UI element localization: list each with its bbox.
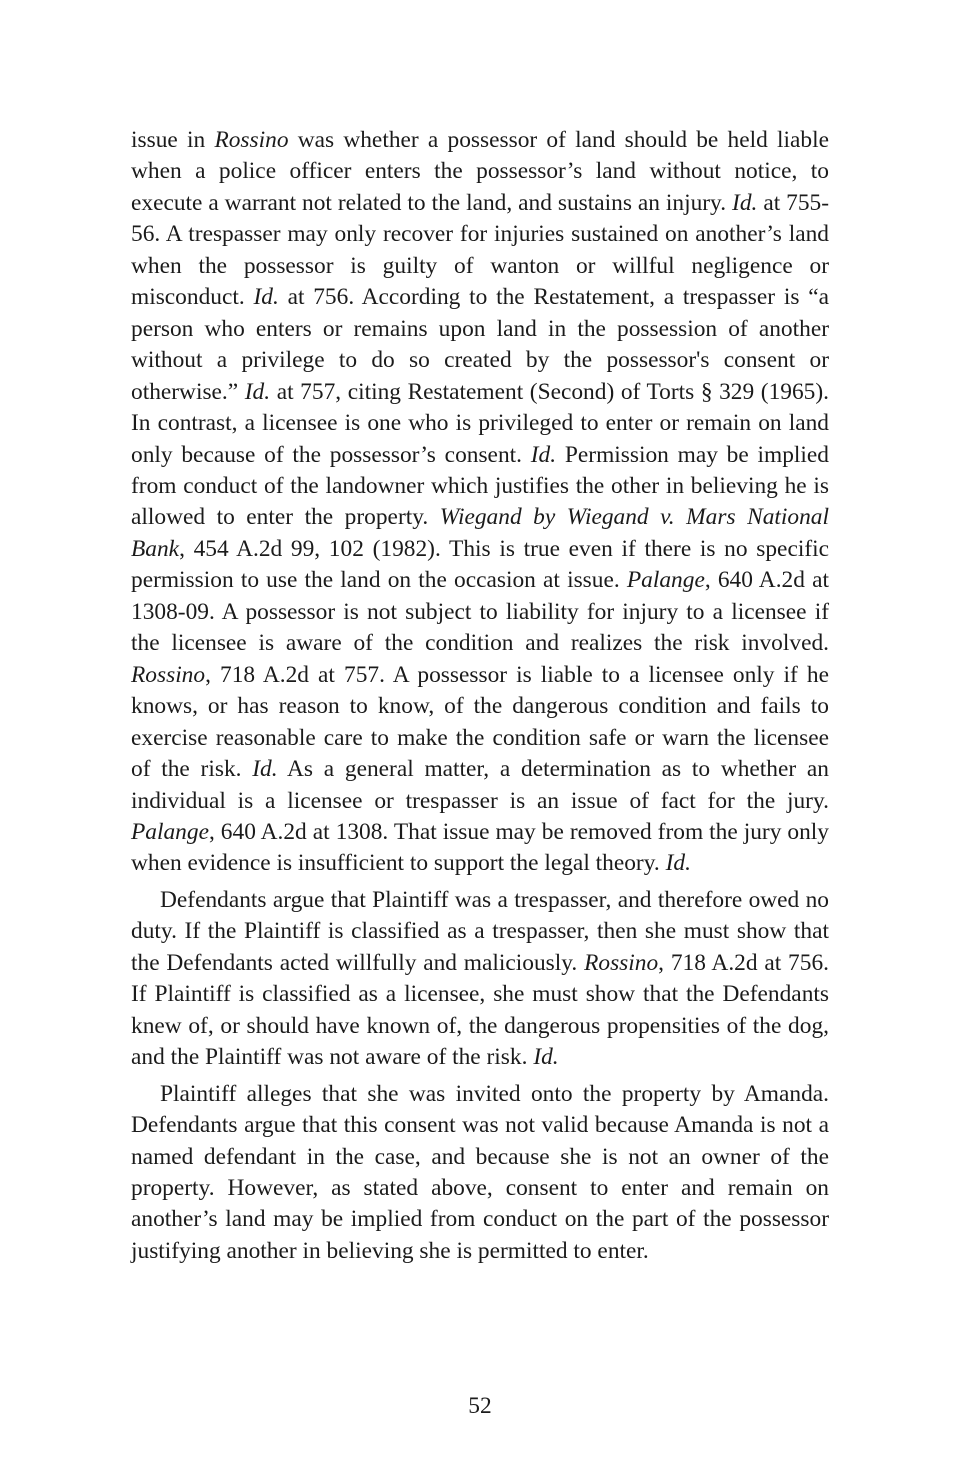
text-run: , 640 A.2d at 1308-09. A possessor is not subject to liability for injury to a licensee if the licensee is aware of the condition and realizes the risk involved. xyxy=(131,567,829,657)
page-number: 52 xyxy=(468,1393,492,1419)
paragraph-2 xyxy=(131,885,829,1074)
text-run: , 454 A.2d 99, 102 (1982). This is true even if there is no specific permission to use the land on the occasion at issue. xyxy=(131,535,829,594)
italic-citation: Wiegand by Wiegand v. Mars National Bank xyxy=(131,504,829,562)
text-run: Defendants argue that Plaintiff was a trespasser, and therefore owed no duty. If the Plaintiff is classified as a trespasser, then she must show that the Defendants acted willfully and maliciously. xyxy=(131,886,829,976)
text-run: was whether a possessor of land should be held liable when a police officer enters the possessor’s land without notice, to execute a warrant not related to the land, and sustains an injury. xyxy=(131,127,829,216)
italic-citation: Palange xyxy=(626,567,705,594)
paragraph-3 xyxy=(131,1079,829,1268)
italic-citation: Rossino xyxy=(214,127,289,153)
italic-citation: Rossino xyxy=(584,949,659,976)
italic-citation: Id. xyxy=(533,1044,559,1071)
italic-citation: Id. xyxy=(732,189,758,216)
text-run: Plaintiff alleges that she was invited onto the property by Amanda. Defendants argue that this consent was not valid because Amanda is not a named defendant in the case, and because she is not an owner of the property. However, as stated above, consent to enter and remain on another’s land may be implied from conduct on the part of the possessor justifying another in believing she is permitted to enter. xyxy=(131,1080,829,1264)
italic-citation: Id. xyxy=(252,756,278,783)
italic-citation: Id. xyxy=(253,284,279,311)
body-text xyxy=(131,125,829,1267)
text-run: issue in xyxy=(131,127,215,153)
italic-citation: Id. xyxy=(244,378,271,405)
italic-citation: Id. xyxy=(530,441,557,468)
text-run: , 640 A.2d at 1308. That issue may be removed from the jury only when evidence is insufficient to support the legal theory. xyxy=(131,818,829,877)
text-run: at 757, citing Restatement (Second) of Torts § 329 (1965). In contrast, a licensee is one who is privileged to enter or remain on land only because of the possessor’s consent. xyxy=(131,378,829,468)
text-run: at 755-56. A trespasser may only recover for injuries sustained on another’s land when the possessor is guilty of wanton or willful negligence or misconduct. xyxy=(131,189,830,311)
text-run: As a general matter, a determination as to whether an individual is a licensee or trespasser is an issue of fact for the jury. xyxy=(131,756,829,814)
text-run: Permission may be implied from conduct of the landowner which justifies the other in believing he is allowed to enter the property. xyxy=(131,441,829,531)
text-run: , 718 A.2d at 757. A possessor is liable to a licensee only if he knows, or has reason to know, of the dangerous condition and fails to exercise reasonable care to make the condition safe or warn the licensee of the risk. xyxy=(131,661,829,783)
text-run: , 718 A.2d at 756. If Plaintiff is classified as a licensee, she must show that the Defendants knew of, or should have known of, the dangerous propensities of the dog, and the Plaintiff was not aware of the risk. xyxy=(131,949,829,1071)
italic-citation: Palange xyxy=(131,818,209,845)
italic-citation: Id. xyxy=(665,850,691,877)
paragraph-1 xyxy=(131,125,829,880)
text-run: at 756. According to the Restatement, a trespasser is “a person who enters or remains upon land in the possession of another without a privilege to do so created by the possessor's consent or otherwise.” xyxy=(131,284,829,405)
italic-citation: Rossino xyxy=(131,661,206,688)
